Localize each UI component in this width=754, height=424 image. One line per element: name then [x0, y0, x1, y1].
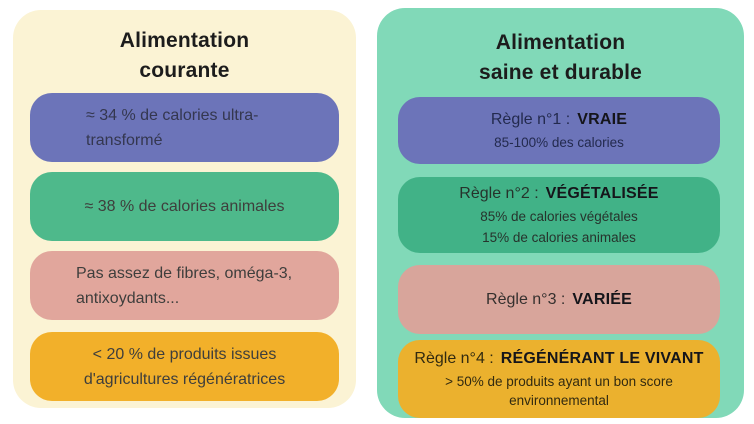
box-regenerative-agriculture — [30, 332, 339, 401]
healthy-diet-title-line2: saine et durable — [478, 61, 643, 84]
current-diet-boxes — [30, 93, 339, 401]
box-ultra-processed-calories — [30, 93, 339, 162]
current-diet-title-line1: Alimentation — [119, 29, 250, 52]
rule-2-box — [398, 177, 720, 253]
rule-2-detail: 85% de calories végétales — [480, 209, 638, 224]
rule-2-detail-2: 15% de calories animales — [482, 230, 636, 245]
rule-1-keyword: VRAIE — [577, 111, 628, 128]
rule-4-heading — [410, 348, 708, 370]
box-lacking-fibers — [30, 251, 339, 320]
rule-3-box — [398, 265, 720, 334]
box-ultra-processed-calories-text: ≈ 34 % de calories ultra-transformé — [86, 106, 259, 149]
healthy-diet-title — [377, 28, 744, 88]
current-diet-title-line2: courante — [139, 59, 230, 82]
rule-2-keyword: VÉGÉTALISÉE — [545, 185, 659, 202]
rule-4-box — [398, 340, 720, 418]
rule-4-keyword: RÉGÉNÉRANT LE VIVANT — [500, 350, 704, 367]
rule-2-label: Règle n°2 : — [459, 185, 539, 202]
rule-3-heading — [410, 289, 708, 311]
current-diet-title — [13, 26, 356, 86]
box-animal-calories — [30, 172, 339, 241]
box-lacking-fibers-text: Pas assez de fibres, oméga-3, antixoydants... — [76, 264, 293, 307]
healthy-diet-panel — [377, 8, 744, 418]
rule-3-label: Règle n°3 : — [486, 290, 566, 308]
rule-1-label: Règle n°1 : — [490, 111, 571, 128]
box-regenerative-agriculture-text: < 20 % de produits issues d'agricultures régénératrices — [83, 345, 286, 388]
healthy-diet-title-line1: Alimentation — [495, 31, 626, 54]
rule-1-detail: 85-100% des calories — [494, 135, 624, 150]
rule-2-heading — [410, 183, 708, 205]
rule-1-box — [398, 97, 720, 164]
rule-1-heading — [410, 109, 708, 131]
current-diet-panel — [13, 10, 356, 408]
rule-4-detail: > 50% de produits ayant un bon score environnemental — [445, 374, 673, 408]
box-animal-calories-text: ≈ 38 % de calories animales — [84, 198, 285, 215]
rule-3-keyword: VARIÉE — [572, 290, 632, 308]
rule-4-label: Règle n°4 : — [414, 350, 494, 367]
healthy-diet-rules — [398, 97, 720, 418]
